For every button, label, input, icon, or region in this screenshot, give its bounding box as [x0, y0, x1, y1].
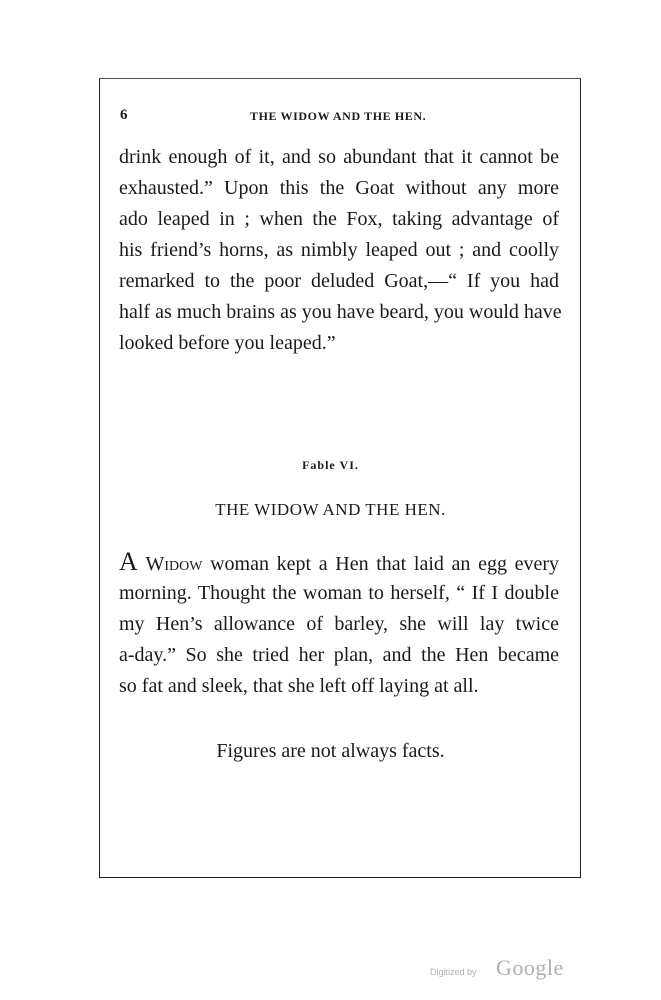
text-line: exhausted.” Upon this the Goat without any more: [119, 177, 559, 199]
first-line-rest: woman kept a Hen that laid an egg every: [202, 553, 560, 575]
fable-first-line: [119, 547, 560, 576]
digitized-by-text: Digitized by: [430, 967, 477, 977]
google-logo-text: Google: [496, 955, 564, 980]
fable-moral: Figures are not always facts.: [216, 740, 445, 762]
text-line: so fat and sleek, that she left off laying at all.: [119, 675, 479, 697]
smallcaps-word: Widow: [145, 553, 203, 575]
page-number: 6: [120, 107, 128, 123]
text-line: my Hen’s allowance of barley, she will lay twice: [119, 613, 559, 635]
fable-number: Fable VI.: [302, 458, 359, 472]
text-line: remarked to the poor deluded Goat,—“ If you had: [119, 270, 559, 292]
text-line: half as much brains as you have beard, you would have: [119, 301, 562, 323]
text-line: looked before you leaped.”: [119, 332, 336, 354]
text-line: ado leaped in ; when the Fox, taking advantage of: [119, 208, 559, 230]
text-line: drink enough of it, and so abundant that it cannot be: [119, 146, 559, 168]
digitized-by-google-watermark: [430, 955, 590, 985]
running-head-title: THE WIDOW AND THE HEN.: [250, 109, 427, 123]
text-line: a-day.” So she tried her plan, and the Hen became: [119, 644, 559, 666]
text-line: his friend’s horns, as nimbly leaped out ; and coolly: [119, 239, 559, 261]
text-line: morning. Thought the woman to herself, “ If I double: [119, 582, 559, 604]
dropcap: A: [119, 547, 138, 576]
running-head: [120, 107, 580, 127]
fable-title: THE WIDOW AND THE HEN.: [215, 500, 446, 519]
